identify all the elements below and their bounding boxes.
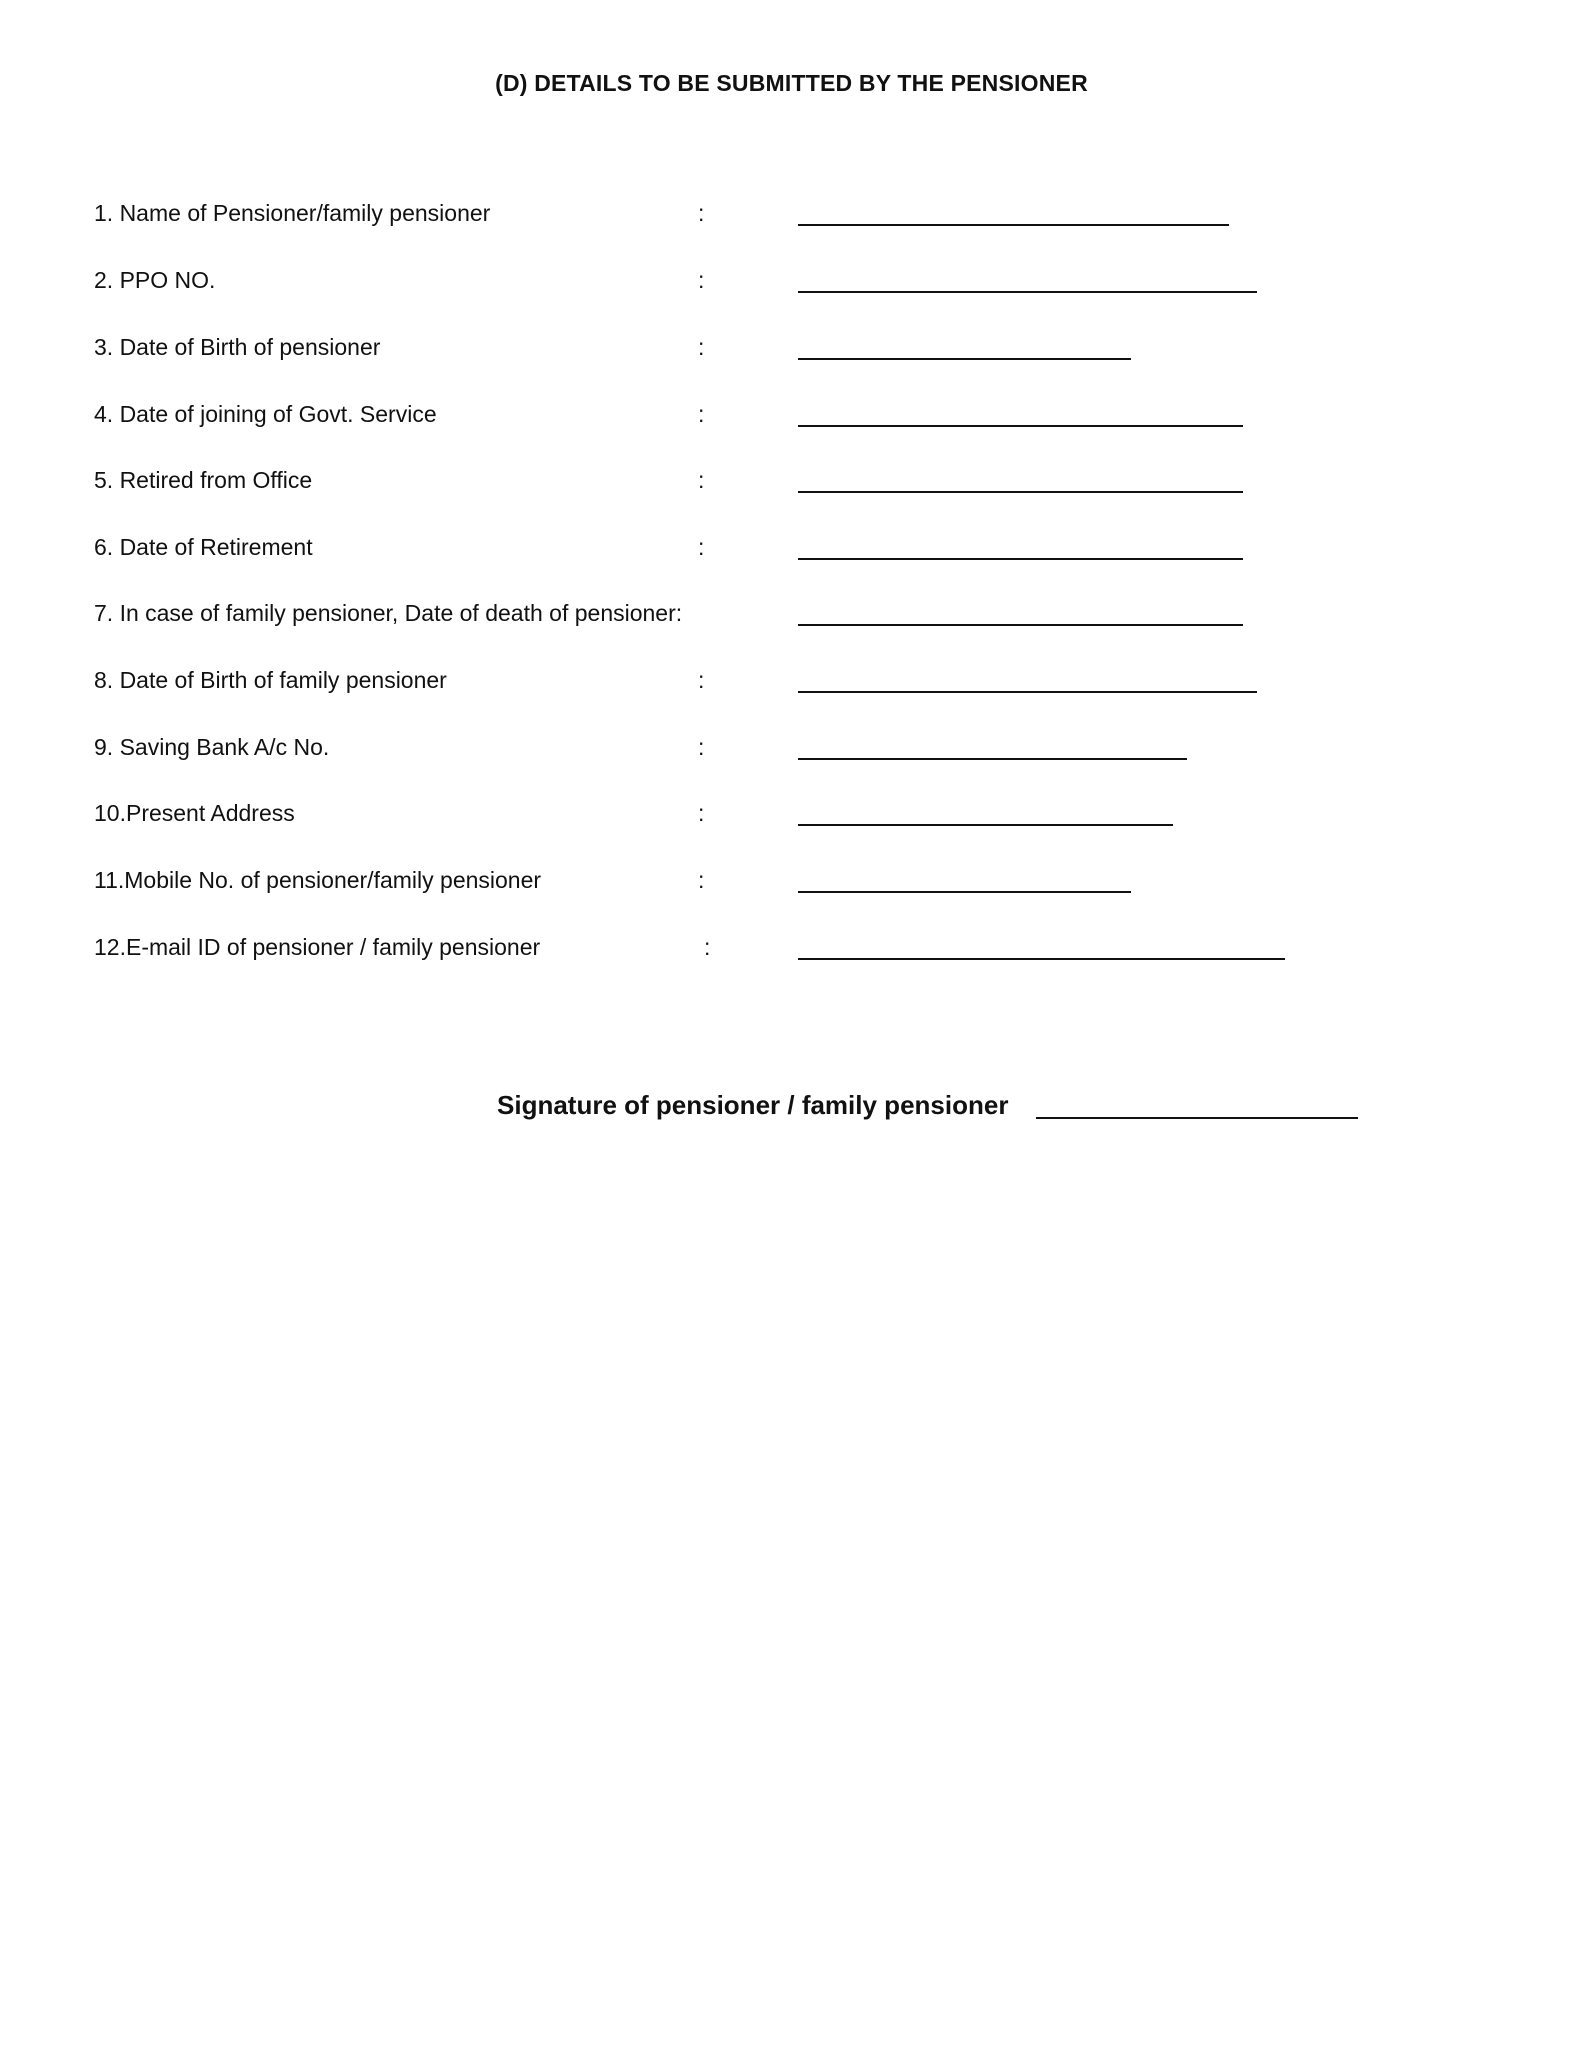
field-label: 4. Date of joining of Govt. Service (94, 401, 437, 427)
field-label: 9. Saving Bank A/c No. (94, 734, 330, 760)
field-colon: : (698, 800, 705, 826)
bank-account-blank-line[interactable] (798, 758, 1187, 760)
field-colon: : (698, 401, 705, 427)
field-row-retired-from-office (94, 467, 1344, 507)
field-colon: : (698, 467, 705, 493)
field-label: 8. Date of Birth of family pensioner (94, 667, 447, 693)
signature-label: Signature of pensioner / family pensioner (497, 1090, 1009, 1120)
field-colon: : (698, 667, 705, 693)
field-label: 2. PPO NO. (94, 267, 216, 293)
signature-blank-line[interactable] (1036, 1117, 1358, 1119)
field-row-date-of-retirement (94, 534, 1344, 574)
field-label: 6. Date of Retirement (94, 534, 313, 560)
field-label: 12.E-mail ID of pensioner / family pensioner (94, 934, 541, 960)
retired-office-blank-line[interactable] (798, 491, 1243, 493)
joining-date-blank-line[interactable] (798, 425, 1243, 427)
death-date-blank-line[interactable] (798, 624, 1243, 626)
field-colon: : (698, 867, 705, 893)
field-row-date-of-death (94, 600, 1344, 640)
field-colon: : (698, 334, 705, 360)
field-row-email-id (94, 934, 1344, 974)
field-label: 10.Present Address (94, 800, 295, 826)
field-colon: : (698, 200, 705, 226)
field-label: 1. Name of Pensioner/family pensioner (94, 200, 491, 226)
field-row-mobile-no (94, 867, 1344, 907)
field-colon: : (704, 934, 711, 960)
field-colon: : (698, 534, 705, 560)
name-blank-line[interactable] (798, 224, 1229, 226)
field-row-present-address (94, 800, 1344, 840)
mobile-blank-line[interactable] (798, 891, 1131, 893)
field-row-ppo-no (94, 267, 1344, 307)
ppo-blank-line[interactable] (798, 291, 1257, 293)
field-label: 11.Mobile No. of pensioner/family pensioner (94, 867, 542, 893)
field-row-saving-bank-account (94, 734, 1344, 774)
dob-blank-line[interactable] (798, 358, 1131, 360)
retirement-date-blank-line[interactable] (798, 558, 1243, 560)
field-label: 5. Retired from Office (94, 467, 313, 493)
field-row-dob-pensioner (94, 334, 1344, 374)
field-label: 3. Date of Birth of pensioner (94, 334, 381, 360)
field-colon: : (698, 267, 705, 293)
address-blank-line[interactable] (798, 824, 1173, 826)
field-row-name (94, 200, 1344, 240)
form-title: (D) DETAILS TO BE SUBMITTED BY THE PENSIONER (495, 70, 1088, 96)
field-row-dob-family-pensioner (94, 667, 1344, 707)
family-dob-blank-line[interactable] (798, 691, 1257, 693)
email-blank-line[interactable] (798, 958, 1285, 960)
field-colon: : (698, 734, 705, 760)
field-label: 7. In case of family pensioner, Date of death of pensioner: (94, 600, 683, 626)
field-row-date-of-joining (94, 401, 1344, 441)
